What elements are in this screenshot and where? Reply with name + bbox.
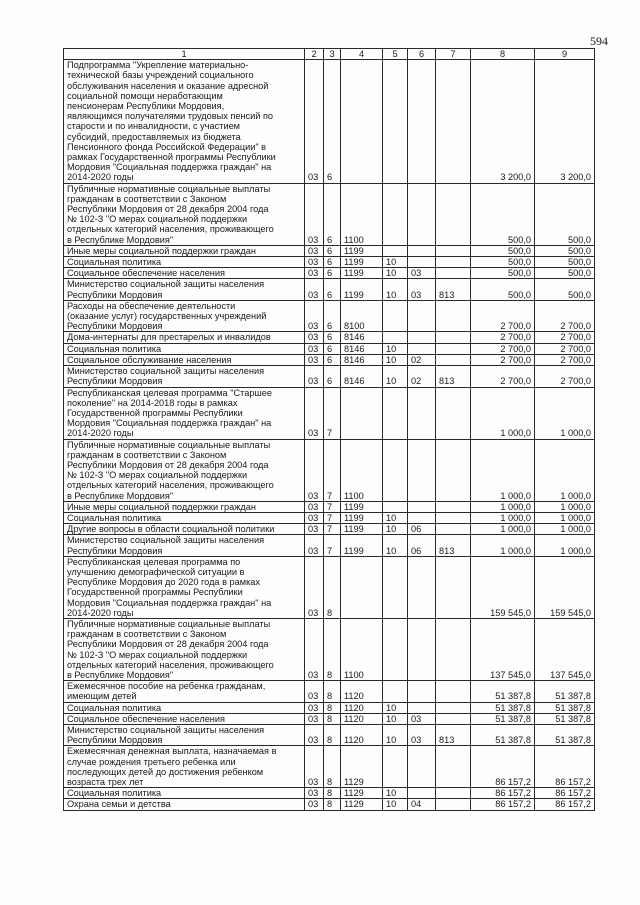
table-row [64,257,595,268]
row-ministry-code [436,556,471,618]
row-amount-1: 2 700,0 [471,343,535,354]
table-row [64,343,595,354]
row-amount-2: 3 200,0 [535,60,595,183]
row-amount-2: 1 000,0 [535,524,595,535]
table-row [64,439,595,501]
row-program: 7 [324,439,341,501]
table-row [64,366,595,387]
row-name: Дома-интернаты для престарелых и инвалидов [64,332,305,343]
row-subchapter: 03 [408,713,436,724]
row-target-article: 1199 [341,279,383,300]
row-target-article [341,556,383,618]
row-subchapter: 06 [408,535,436,556]
row-subchapter [408,702,436,713]
row-amount-1: 86 157,2 [471,799,535,810]
row-amount-2: 51 387,8 [535,725,595,746]
row-ministry-code [436,183,471,245]
row-amount-1: 2 700,0 [471,354,535,365]
row-target-article: 1120 [341,725,383,746]
row-target-article: 1120 [341,681,383,702]
row-amount-2: 2 700,0 [535,366,595,387]
row-name: Социальная политика [64,343,305,354]
row-subchapter: 02 [408,366,436,387]
row-ministry-code [436,439,471,501]
row-subchapter [408,556,436,618]
row-subchapter [408,512,436,523]
row-amount-2: 51 387,8 [535,713,595,724]
row-chapter [383,183,408,245]
row-chapter [383,245,408,256]
table-row [64,725,595,746]
row-amount-1: 500,0 [471,279,535,300]
row-chapter: 10 [383,343,408,354]
row-chapter: 10 [383,268,408,279]
row-subchapter [408,257,436,268]
row-name: Социальная политика [64,257,305,268]
row-subchapter [408,788,436,799]
row-target-article: 1100 [341,439,383,501]
row-name: Социальное обслуживание населения [64,354,305,365]
row-ministry-code [436,702,471,713]
row-subchapter [408,681,436,702]
row-target-article: 1199 [341,245,383,256]
row-section: 03 [305,60,324,183]
row-ministry-code [436,332,471,343]
row-amount-2: 86 157,2 [535,746,595,788]
header-col-5: 5 [383,49,408,60]
row-ministry-code [436,343,471,354]
row-subchapter: 06 [408,524,436,535]
row-section: 03 [305,387,324,439]
row-program: 7 [324,535,341,556]
table-row [64,512,595,523]
row-amount-2: 2 700,0 [535,300,595,332]
row-section: 03 [305,279,324,300]
row-target-article: 8146 [341,354,383,365]
row-ministry-code [436,354,471,365]
row-chapter [383,746,408,788]
row-ministry-code: 813 [436,725,471,746]
row-subchapter: 03 [408,725,436,746]
page-number: 594 [590,34,608,48]
row-target-article: 1199 [341,524,383,535]
row-amount-1: 500,0 [471,183,535,245]
row-amount-1: 1 000,0 [471,501,535,512]
row-target-article: 1199 [341,257,383,268]
row-ministry-code [436,257,471,268]
row-amount-2: 2 700,0 [535,332,595,343]
row-section: 03 [305,681,324,702]
row-amount-1: 500,0 [471,245,535,256]
row-name: Публичные нормативные социальные выплаты гражданам в соответствии с Законом Республики Мордовия от 28 декабря 2004 года № 102-З "О мерах социальной поддержки отдельных категорий населения, проживающего в Республике Мордовия" [64,618,305,680]
row-chapter [383,300,408,332]
budget-table [63,48,595,811]
row-program: 6 [324,343,341,354]
row-program: 8 [324,713,341,724]
row-chapter [383,618,408,680]
row-program: 6 [324,279,341,300]
row-chapter: 10 [383,512,408,523]
row-amount-1: 2 700,0 [471,366,535,387]
row-chapter: 10 [383,799,408,810]
row-ministry-code [436,60,471,183]
row-subchapter: 04 [408,799,436,810]
row-amount-2: 500,0 [535,183,595,245]
row-subchapter [408,60,436,183]
header-col-3: 3 [324,49,341,60]
row-name: Министерство социальной защиты населения Республики Мордовия [64,535,305,556]
row-chapter: 10 [383,354,408,365]
header-col-2: 2 [305,49,324,60]
row-chapter [383,332,408,343]
row-amount-2: 2 700,0 [535,343,595,354]
row-program: 8 [324,788,341,799]
row-ministry-code [436,245,471,256]
row-program: 6 [324,245,341,256]
row-program: 8 [324,681,341,702]
row-program: 6 [324,183,341,245]
row-amount-2: 500,0 [535,279,595,300]
row-chapter: 10 [383,702,408,713]
row-section: 03 [305,535,324,556]
row-program: 6 [324,60,341,183]
row-target-article: 1129 [341,746,383,788]
row-section: 03 [305,524,324,535]
row-target-article: 1129 [341,799,383,810]
row-name: Иные меры социальной поддержки граждан [64,245,305,256]
row-subchapter [408,618,436,680]
row-section: 03 [305,257,324,268]
row-ministry-code [436,618,471,680]
row-amount-1: 159 545,0 [471,556,535,618]
row-target-article [341,387,383,439]
row-chapter: 10 [383,535,408,556]
row-amount-2: 51 387,8 [535,702,595,713]
table-row [64,183,595,245]
row-target-article: 1199 [341,268,383,279]
row-target-article: 8146 [341,343,383,354]
row-subchapter [408,343,436,354]
row-program: 8 [324,618,341,680]
row-program: 7 [324,512,341,523]
row-program: 6 [324,268,341,279]
row-ministry-code [436,788,471,799]
row-ministry-code [436,746,471,788]
row-name: Министерство социальной защиты населения Республики Мордовия [64,279,305,300]
row-program: 6 [324,332,341,343]
row-ministry-code [436,713,471,724]
row-section: 03 [305,245,324,256]
table-row [64,245,595,256]
table-body [64,60,595,810]
table-row [64,332,595,343]
row-subchapter: 02 [408,354,436,365]
row-section: 03 [305,300,324,332]
header-col-8: 8 [471,49,535,60]
row-chapter: 10 [383,524,408,535]
row-amount-1: 137 545,0 [471,618,535,680]
row-target-article: 1100 [341,618,383,680]
row-target-article: 8146 [341,366,383,387]
row-amount-2: 1 000,0 [535,501,595,512]
row-target-article: 8146 [341,332,383,343]
row-amount-1: 51 387,8 [471,702,535,713]
row-amount-2: 2 700,0 [535,354,595,365]
row-section: 03 [305,343,324,354]
row-target-article: 1100 [341,183,383,245]
row-ministry-code [436,524,471,535]
row-section: 03 [305,618,324,680]
table-row [64,799,595,810]
row-name: Ежемесячная денежная выплата, назначаемая в случае рождения третьего ребенка или последующих детей до достижения ребенком возраста трех лет [64,746,305,788]
row-target-article: 1129 [341,788,383,799]
row-subchapter: 03 [408,279,436,300]
row-chapter [383,681,408,702]
row-program: 6 [324,257,341,268]
row-name: Подпрограмма "Укрепление материально- технической базы учреждений социального обслуживания населения и оказание адресной социальной помощи неработающим пенсионерам Республики Мордовия, являющимся получателями трудовых пенсий по старости и по инвалидности, с участием субсидий, предоставляемых из бюджета Пенсионного фонда Российской Федерации" в рамках Государственной программы Республики Мордовия "Социальная поддержка граждан" на 2014-2020 годы [64,60,305,183]
row-amount-2: 86 157,2 [535,788,595,799]
row-chapter [383,501,408,512]
row-program: 8 [324,799,341,810]
row-chapter: 10 [383,713,408,724]
row-amount-2: 1 000,0 [535,439,595,501]
row-section: 03 [305,713,324,724]
table-row [64,702,595,713]
row-program: 8 [324,556,341,618]
table-row [64,535,595,556]
row-amount-1: 500,0 [471,257,535,268]
table-row [64,746,595,788]
row-program: 8 [324,746,341,788]
row-name: Министерство социальной защиты населения Республики Мордовия [64,366,305,387]
row-subchapter [408,300,436,332]
row-amount-1: 1 000,0 [471,512,535,523]
row-section: 03 [305,501,324,512]
row-amount-1: 1 000,0 [471,387,535,439]
row-name: Публичные нормативные социальные выплаты гражданам в соответствии с Законом Республики Мордовия от 28 декабря 2004 года № 102-З "О мерах социальной поддержки отдельных категорий населения, проживающего в Республике Мордовия" [64,183,305,245]
row-section: 03 [305,354,324,365]
row-name: Охрана семьи и детства [64,799,305,810]
table-header-row [64,49,595,60]
header-col-4: 4 [341,49,383,60]
header-col-7: 7 [436,49,471,60]
row-amount-1: 1 000,0 [471,535,535,556]
row-name: Другие вопросы в области социальной политики [64,524,305,535]
row-name: Публичные нормативные социальные выплаты гражданам в соответствии с Законом Республики Мордовия от 28 декабря 2004 года № 102-З "О мерах социальной поддержки отдельных категорий населения, проживающего в Республике Мордовия" [64,439,305,501]
row-program: 8 [324,702,341,713]
row-subchapter [408,746,436,788]
header-col-1: 1 [64,49,305,60]
row-section: 03 [305,332,324,343]
row-target-article: 1199 [341,512,383,523]
row-name: Ежемесячное пособие на ребенка гражданам, имеющим детей [64,681,305,702]
row-program: 7 [324,501,341,512]
row-ministry-code [436,512,471,523]
row-amount-2: 1 000,0 [535,512,595,523]
table-row [64,60,595,183]
row-ministry-code [436,799,471,810]
table-row [64,268,595,279]
row-ministry-code: 813 [436,279,471,300]
table-row [64,713,595,724]
row-section: 03 [305,788,324,799]
row-ministry-code [436,501,471,512]
row-target-article [341,60,383,183]
row-chapter: 10 [383,257,408,268]
row-subchapter [408,245,436,256]
row-section: 03 [305,725,324,746]
row-name: Иные меры социальной поддержки граждан [64,501,305,512]
row-target-article: 1120 [341,713,383,724]
row-section: 03 [305,183,324,245]
row-amount-2: 1 000,0 [535,535,595,556]
row-chapter: 10 [383,725,408,746]
row-ministry-code [436,268,471,279]
table-row [64,501,595,512]
row-name: Республиканская целевая программа "Старшее поколение" на 2014-2018 годы в рамках Государственной программы Республики Мордовия "Социальная поддержка граждан" на 2014-2020 годы [64,387,305,439]
row-amount-2: 86 157,2 [535,799,595,810]
row-chapter: 10 [383,279,408,300]
row-name: Социальная политика [64,512,305,523]
row-amount-1: 51 387,8 [471,725,535,746]
row-ministry-code [436,681,471,702]
row-name: Социальное обеспечение населения [64,713,305,724]
row-section: 03 [305,799,324,810]
row-ministry-code: 813 [436,535,471,556]
row-ministry-code [436,300,471,332]
row-ministry-code [436,387,471,439]
row-target-article: 1199 [341,501,383,512]
row-section: 03 [305,366,324,387]
row-amount-1: 1 000,0 [471,524,535,535]
row-amount-1: 1 000,0 [471,439,535,501]
row-subchapter [408,439,436,501]
row-section: 03 [305,702,324,713]
row-chapter: 10 [383,788,408,799]
table-row [64,681,595,702]
row-name: Социальная политика [64,788,305,799]
row-ministry-code: 813 [436,366,471,387]
row-amount-1: 2 700,0 [471,300,535,332]
table-row [64,300,595,332]
row-amount-1: 86 157,2 [471,788,535,799]
row-chapter: 10 [383,366,408,387]
row-target-article: 1120 [341,702,383,713]
row-amount-2: 137 545,0 [535,618,595,680]
header-col-9: 9 [535,49,595,60]
header-col-6: 6 [408,49,436,60]
row-amount-2: 1 000,0 [535,387,595,439]
table-row [64,354,595,365]
table-row [64,524,595,535]
row-name: Республиканская целевая программа по улучшению демографической ситуации в Республике Мордовия до 2020 года в рамках Государственной программы Республики Мордовия "Социальная поддержка граждан" на 2014-2020 годы [64,556,305,618]
row-program: 6 [324,300,341,332]
row-chapter [383,556,408,618]
row-amount-1: 500,0 [471,268,535,279]
row-name: Социальное обеспечение населения [64,268,305,279]
row-target-article: 1199 [341,535,383,556]
table-row [64,387,595,439]
row-amount-1: 51 387,8 [471,681,535,702]
row-subchapter [408,332,436,343]
row-amount-1: 3 200,0 [471,60,535,183]
row-name: Расходы на обеспечение деятельности (оказание услуг) государственных учреждений Республики Мордовия [64,300,305,332]
row-name: Министерство социальной защиты населения Республики Мордовия [64,725,305,746]
table-row [64,279,595,300]
row-amount-2: 500,0 [535,268,595,279]
row-section: 03 [305,268,324,279]
row-amount-1: 51 387,8 [471,713,535,724]
row-program: 6 [324,366,341,387]
row-subchapter [408,183,436,245]
row-chapter [383,439,408,501]
row-amount-2: 500,0 [535,245,595,256]
table-row [64,788,595,799]
table-row [64,556,595,618]
row-chapter [383,60,408,183]
row-program: 8 [324,725,341,746]
row-section: 03 [305,746,324,788]
row-amount-2: 51 387,8 [535,681,595,702]
row-amount-1: 86 157,2 [471,746,535,788]
row-subchapter [408,387,436,439]
row-subchapter [408,501,436,512]
row-section: 03 [305,512,324,523]
row-program: 7 [324,524,341,535]
row-name: Социальная политика [64,702,305,713]
table-row [64,618,595,680]
row-amount-2: 500,0 [535,257,595,268]
row-program: 7 [324,387,341,439]
row-chapter [383,387,408,439]
row-section: 03 [305,556,324,618]
row-amount-1: 2 700,0 [471,332,535,343]
row-program: 6 [324,354,341,365]
row-target-article: 8100 [341,300,383,332]
row-subchapter: 03 [408,268,436,279]
row-amount-2: 159 545,0 [535,556,595,618]
row-section: 03 [305,439,324,501]
